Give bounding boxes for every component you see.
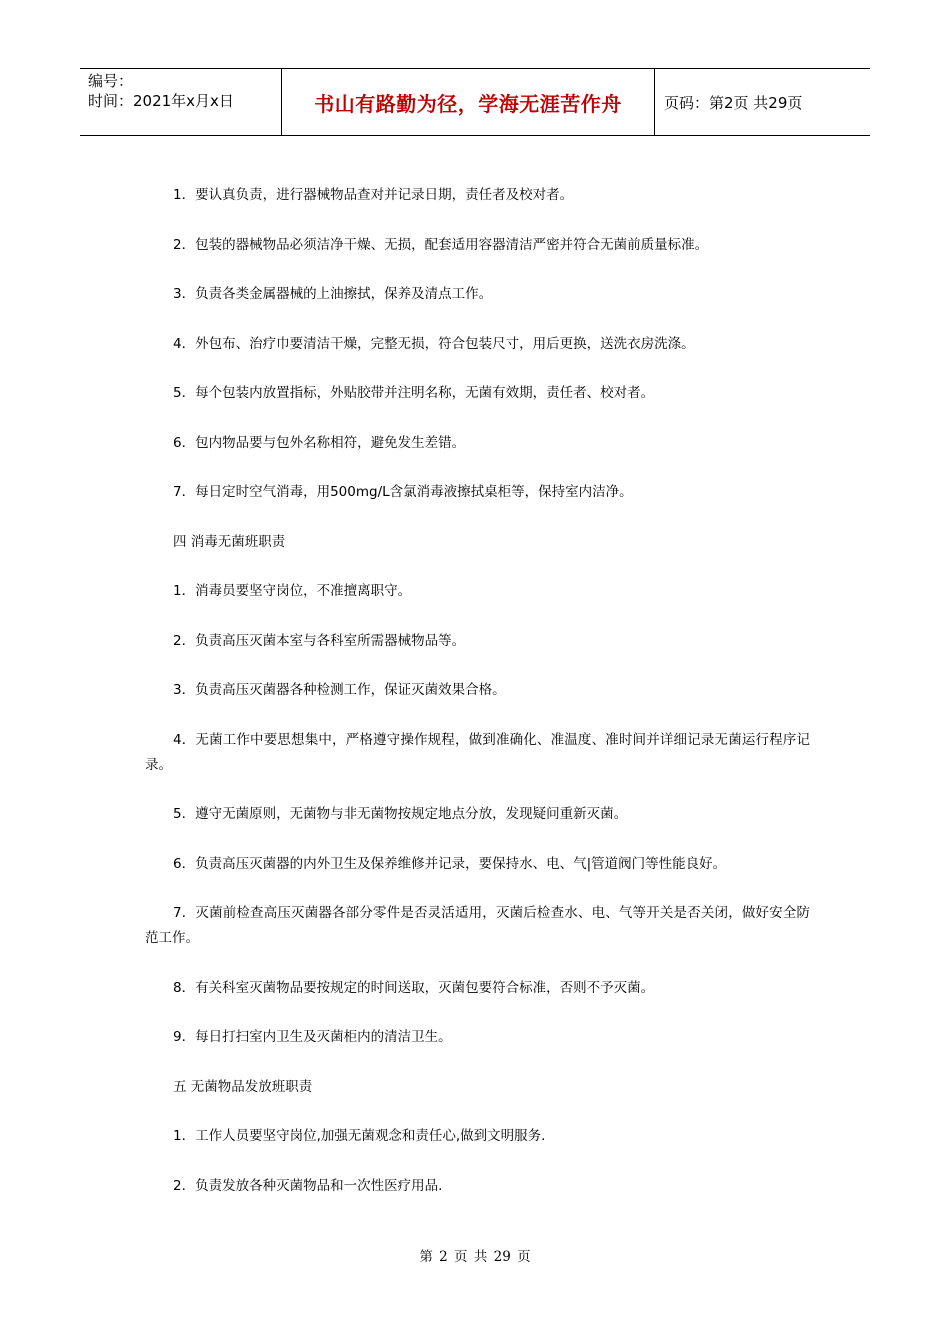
paragraph: 6．负责高压灭菌器的内外卫生及保养维修并记录，要保持水、电、气|管道阀门等性能良好。 bbox=[173, 855, 727, 872]
document-date: 时间：2021年x月x日 bbox=[88, 92, 234, 110]
paragraph: 9．每日打扫室内卫生及灭菌柜内的清洁卫生。 bbox=[173, 1029, 452, 1045]
paragraph: 5．遵守无菌原则，无菌物与非无菌物按规定地点分放，发现疑问重新灭菌。 bbox=[173, 806, 628, 822]
section-heading: 四 消毒无菌班职责 bbox=[173, 533, 286, 550]
paragraph: 7．每日定时空气消毒，用500mg/L含氯消毒液擦拭桌柜等，保持室内洁净。 bbox=[173, 484, 633, 500]
paragraph: 1．工作人员要坚守岗位,加强无菌观念和责任心,做到文明服务. bbox=[173, 1128, 546, 1144]
paragraph: 4．无菌工作中要思想集中，严格遵守操作规程，做到准确化、准温度、准时间并详细记录无菌运行程序记录。 bbox=[145, 731, 810, 773]
paragraph: 2．负责高压灭菌本室与各科室所需器械物品等。 bbox=[173, 632, 466, 649]
paragraph: 1．要认真负责，进行器械物品查对并记录日期，责任者及校对者。 bbox=[173, 187, 574, 203]
paragraph: 3．负责高压灭菌器各种检测工作，保证灭菌效果合格。 bbox=[173, 682, 506, 698]
paragraph: 6．包内物品要与包外名称相符，避免发生差错。 bbox=[173, 434, 466, 451]
paragraph: 2．包装的器械物品必须洁净干燥、无损，配套适用容器清洁严密并符合无菌前质量标准。 bbox=[173, 236, 709, 253]
paragraph: 7．灭菌前检查高压灭菌器各部分零件是否灵活适用，灭菌后检查水、电、气等开关是否关闭，做好安全防范工作。 bbox=[145, 905, 810, 946]
paragraph: 5．每个包装内放置指标，外贴胶带并注明名称，无菌有效期，责任者、校对者。 bbox=[173, 385, 655, 401]
document-number-label: 编号： bbox=[88, 72, 134, 90]
section-heading: 五 无菌物品发放班职责 bbox=[173, 1078, 313, 1095]
page-footer: 第 2 页 共 29 页 bbox=[419, 1249, 531, 1265]
document-body bbox=[145, 183, 810, 1223]
paragraph: 4．外包布、治疗巾要清洁干燥，完整无损，符合包装尺寸，用后更换，送洗衣房洗涤。 bbox=[173, 335, 695, 352]
header-motto: 书山有路勤为径，学海无涯苦作舟 bbox=[282, 69, 655, 135]
page-header bbox=[80, 68, 870, 136]
paragraph: 2．负责发放各种灭菌物品和一次性医疗用品. bbox=[173, 1177, 443, 1194]
paragraph: 1．消毒员要坚守岗位，不准擅离职守。 bbox=[173, 583, 412, 599]
paragraph: 8．有关科室灭菌物品要按规定的时间送取，灭菌包要符合标准，否则不予灭菌。 bbox=[173, 979, 655, 996]
header-page-info: 页码：第2页 共29页 bbox=[664, 93, 803, 112]
header-meta-cell bbox=[80, 69, 282, 135]
paragraph: 3．负责各类金属器械的上油擦拭，保养及清点工作。 bbox=[173, 286, 493, 302]
